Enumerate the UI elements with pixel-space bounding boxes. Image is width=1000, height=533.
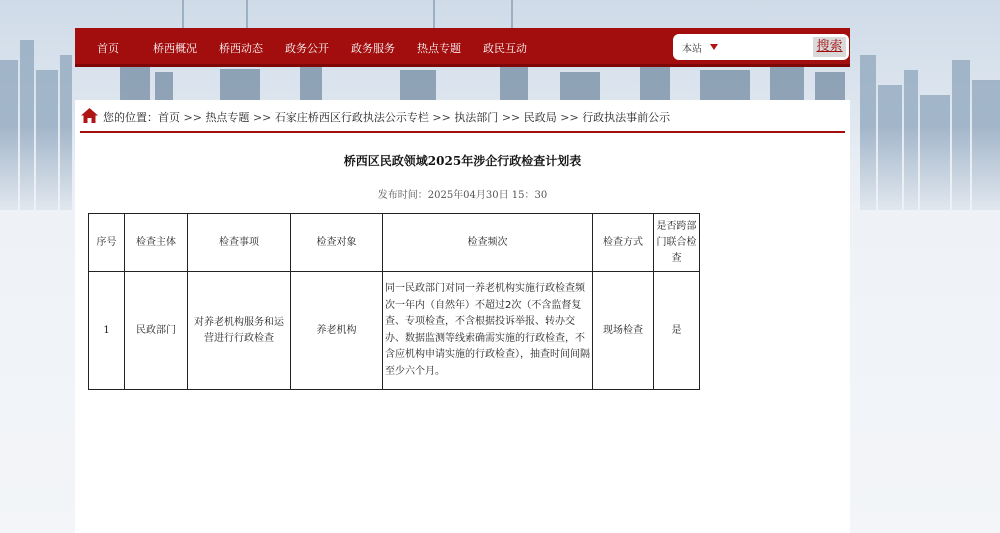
cell-joint: 是	[654, 272, 700, 390]
table-header-row	[89, 214, 700, 272]
cell-method: 现场检查	[593, 272, 654, 390]
content-panel	[75, 100, 850, 533]
page-title: 桥西区民政领域2025年涉企行政检查计划表	[343, 154, 582, 168]
breadcrumb-prefix: 您的位置：	[103, 111, 158, 124]
breadcrumb-separator: >>	[183, 111, 202, 124]
table-row	[89, 272, 700, 390]
breadcrumb-item-home[interactable]: 首页	[158, 111, 180, 124]
inspection-plan-table	[88, 213, 700, 390]
nav-item-home[interactable]: 首页	[97, 42, 119, 55]
breadcrumb-item-topics[interactable]: 热点专题	[205, 111, 250, 124]
breadcrumb-item-enforcement-column[interactable]: 石家庄桥西区行政执法公示专栏	[274, 111, 429, 124]
column-header: 检查主体	[125, 214, 188, 272]
column-header: 检查事项	[188, 214, 291, 272]
breadcrumb-divider	[80, 131, 845, 133]
nav-item-interaction[interactable]: 政民互动	[483, 42, 527, 55]
search-box	[673, 34, 849, 60]
column-header: 是否跨部门联合检查	[654, 214, 700, 272]
nav-item-news[interactable]: 桥西动态	[219, 42, 263, 55]
search-button[interactable]: 搜索	[813, 37, 846, 57]
breadcrumb-item-prior-disclosure[interactable]: 行政执法事前公示	[582, 111, 671, 124]
breadcrumb-separator: >>	[432, 111, 451, 124]
column-header: 序号	[89, 214, 125, 272]
search-scope-select[interactable]: 本站	[682, 44, 702, 55]
nav-item-topics[interactable]: 热点专题	[417, 42, 461, 55]
breadcrumb-item-civil-affairs[interactable]: 民政局	[523, 111, 557, 124]
publish-time: 发布时间：2025年04月30日 15：30	[377, 190, 548, 201]
chevron-down-icon[interactable]	[710, 44, 718, 50]
breadcrumb-separator: >>	[560, 111, 579, 124]
search-input[interactable]	[725, 38, 809, 56]
cell-subject: 民政部门	[125, 272, 188, 390]
main-nav	[75, 28, 850, 67]
nav-item-open-government[interactable]: 政务公开	[285, 42, 329, 55]
cell-frequency: 同一民政部门对同一养老机构实施行政检查频次一年内（自然年）不超过2次（不含监督复查、专项检查，不含根据投诉举报、转办交办、数据监测等线索确需实施的行政检查，不含应机构申请实施的行政检查），抽查时间间隔至少六个月。	[383, 272, 593, 390]
column-header: 检查方式	[593, 214, 654, 272]
nav-item-overview[interactable]: 桥西概况	[153, 42, 197, 55]
breadcrumb-separator: >>	[501, 111, 521, 124]
cell-no: 1	[89, 272, 125, 390]
breadcrumb-item-departments[interactable]: 执法部门	[454, 111, 499, 124]
column-header: 检查对象	[291, 214, 383, 272]
cell-target: 养老机构	[291, 272, 383, 390]
home-icon	[81, 108, 98, 123]
nav-item-gov-services[interactable]: 政务服务	[351, 42, 395, 55]
column-header: 检查频次	[383, 214, 593, 272]
breadcrumb-separator: >>	[252, 111, 272, 124]
cell-item: 对养老机构服务和运营进行行政检查	[188, 272, 291, 390]
